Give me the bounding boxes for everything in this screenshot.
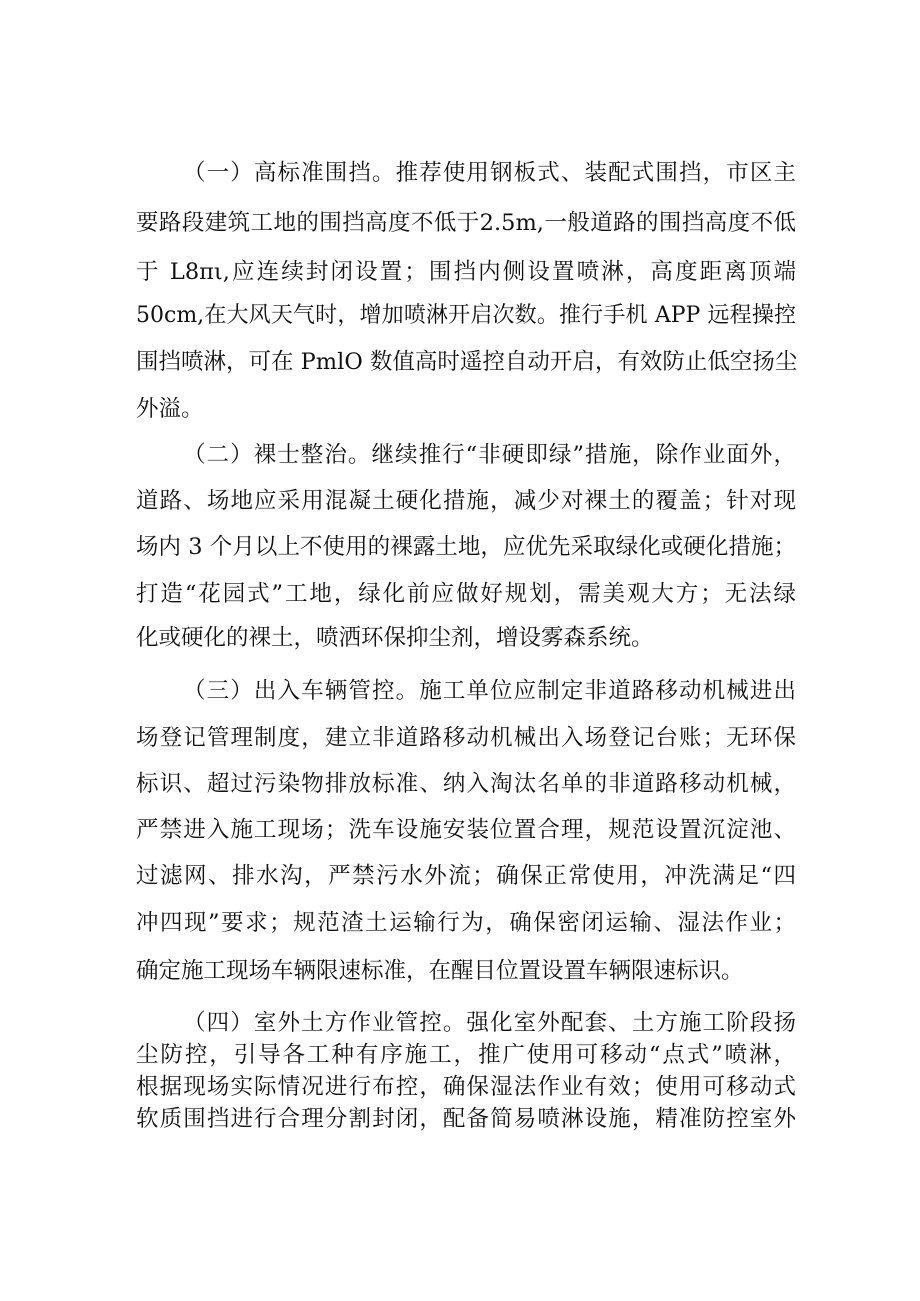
paragraph-3-line-5: 过滤网、排水沟，严禁污水外流；确保正常使用，冲洗满足“四 [136, 863, 796, 889]
paragraph-2-line-1: （二）裸士整治。继续推行“非硬即绿”措施，除作业面外， [183, 442, 796, 468]
paragraph-4-line-1: （四）室外土方作业管控。强化室外配套、土方施工阶段扬 [183, 1010, 796, 1036]
paragraph-2-line-4: 打造“花园式”工地，绿化前应做好规划，需美观大方；无法绿 [136, 581, 796, 607]
paragraph-1-line-6: 外溢。 [136, 396, 204, 422]
paragraph-3-line-4: 严禁进入施工现场；洗车设施安装位置合理，规范设置沉淀池、 [136, 817, 796, 843]
paragraph-1-line-4: 50cm,在大风天气时，增加喷淋开启次数。推行手机 APP 远程操控 [136, 303, 796, 328]
paragraph-4-line-4: 软质围挡进行合理分割封闭，配备简易喷淋设施，精准防控室外 [136, 1106, 796, 1132]
paragraph-1-line-3: 于 L8πι,应连续封闭设置；围挡内侧设置喷淋，高度距离顶端 [136, 259, 796, 285]
paragraph-1-line-5: 围挡喷淋，可在 PmlO 数值高时遥控自动开启，有效防止低空扬尘 [136, 349, 798, 375]
paragraph-3-line-7: 确定施工现场车辆限速标准，在醒目位置设置车辆限速标识。 [136, 958, 744, 984]
paragraph-2-line-3: 场内 3 个月以上不使用的裸露土地，应优先采取绿化或硬化措施； [136, 534, 796, 560]
paragraph-1-line-2: 要路段建筑工地的围挡高度不低于2.5m,一般道路的围挡高度不低 [136, 210, 796, 236]
paragraph-2-line-5: 化或硬化的裸土，喷洒环保抑尘剂，增设雾森系统。 [136, 625, 654, 651]
paragraph-2-line-2: 道路、场地应采用混凝土硬化措施，减少对裸土的覆盖；针对现 [136, 488, 796, 514]
paragraph-3-line-3: 标识、超过污染物排放标准、纳入淘汰名单的非道路移动机械， [136, 771, 796, 797]
paragraph-4-line-3: 根据现场实际情况进行布控，确保湿法作业有效；使用可移动式 [136, 1074, 796, 1100]
paragraph-1-line-1: （一）高标准围挡。推荐使用钢板式、装配式围挡，市区主 [183, 160, 796, 186]
paragraph-3-line-2: 场登记管理制度，建立非道路移动机械出入场登记台账；无环保 [136, 725, 796, 751]
paragraph-4-line-2: 尘防控，引导各工种有序施工，推广使用可移动“点式”喷淋， [136, 1042, 796, 1068]
paragraph-3-line-6: 冲四现”要求；规范渣土运输行为，确保密闭运输、湿法作业； [136, 910, 796, 936]
paragraph-3-line-1: （三）出入车辆管控。施工单位应制定非道路移动机械进出 [183, 678, 796, 704]
